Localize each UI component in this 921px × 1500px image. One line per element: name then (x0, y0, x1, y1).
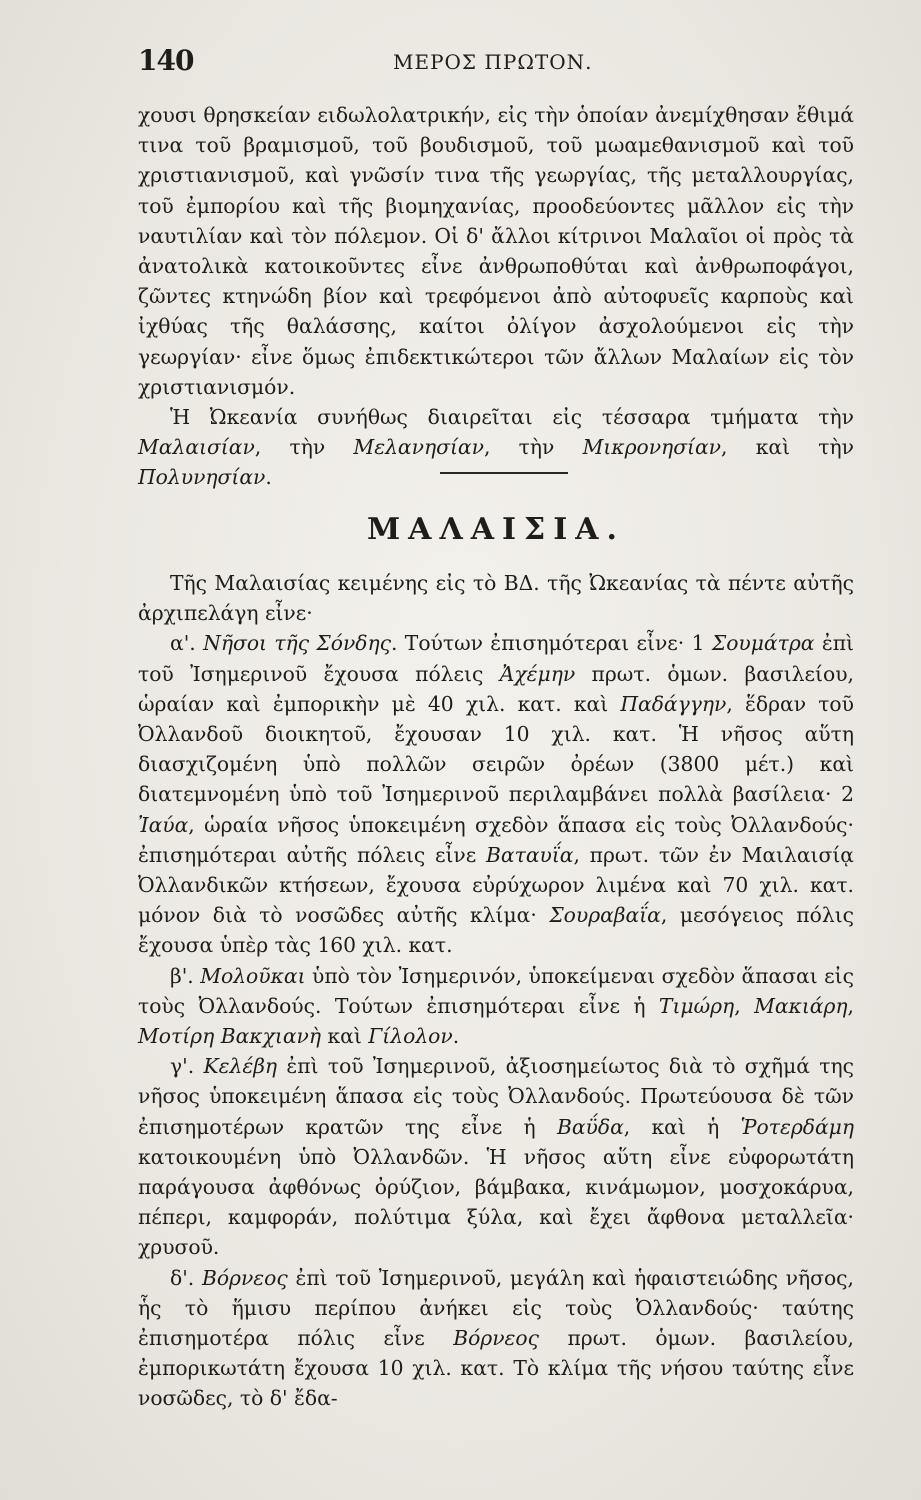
item-b-text-1: ὑπὸ τὸν Ἰσημερινόν, ὑποκείμεναι σχεδὸν ἅπασαι εἰς τοὺς Ὀλλανδούς. Τούτων ἐπισημότεραι εἶνε ἡ (138, 963, 854, 1018)
item-a-text-4: , ἕδραν τοῦ Ὀλλανδοῦ διοικητοῦ, ἔχουσαν 10 χιλ. κατ. Ἡ νῆσος αὕτη διασχιζομένη ὑπὸ πολλῶν σειρῶν ὀρέων (3800 μέτ.) καὶ διατεμνομένη ὑπὸ τοῦ Ἰσημερινοῦ περιλαμβάνει πολλὰ βασίλεια· 2 (138, 691, 854, 807)
item-a-term-1: Νῆσοι τῆς Σόνδης (203, 631, 392, 656)
section-body (138, 568, 854, 1414)
item-c-text-1: ἐπὶ τοῦ Ἰσημερινοῦ, ἀξιοσημείωτος διὰ τὸ σχῆμά της νῆσος ὑποκειμένη ἅπασα εἰς τοὺς Ὀλλανδούς. Πρωτεύουσα δὲ τῶν ἐπισημοτέρων κρατῶν της εἶνε ἡ (138, 1054, 854, 1139)
p2-sep-3: , καὶ τὴν (721, 435, 854, 460)
item-a-term-3: Ἀχέμην (499, 661, 576, 686)
item-c-label: γ'. (170, 1054, 204, 1079)
item-a-term-5: Ἰαύα (138, 812, 189, 837)
term-mikronisia: Μικρονησίαν (582, 435, 722, 460)
term-malaisia: Μαλαισίαν (138, 435, 255, 460)
item-d-term-2: Βόρνεος (453, 1326, 540, 1351)
item-c-term-3: Ῥοτερδάμη (740, 1114, 854, 1139)
item-c-term-2: Βαΰδα (556, 1114, 624, 1139)
p2-sep-2: , τὴν (483, 435, 583, 460)
section-title: ΜΑΛΑΙΣΙΑ. (366, 512, 626, 547)
item-c-text-3: κατοικουμένη ὑπὸ Ὀλλανδῶν. Ἡ νῆσος αὕτη εἶνε εὐφορωτάτη παράγουσα ἀφθόνως ὀρύζιον, βάμβακα, κινάμωμον, μοσχοκάρυα, πέπερι, καμφοράν, πολύτιμα ξύλα, καὶ ἔχει ἄφθονα μεταλλεῖα· χρυσοῦ. (138, 1144, 854, 1260)
item-a-text-3: πρωτ. ὁμων. βασιλείου, ὡραίαν καὶ ἐμπορικὴν μὲ 40 χιλ. κατ. καὶ (138, 661, 854, 716)
page-header (138, 44, 856, 84)
item-b-label: β'. (170, 963, 201, 988)
item-d-label: δ'. (170, 1265, 202, 1290)
section-divider (440, 472, 568, 474)
running-head: ΜΕΡΟΣ ΠΡΩΤΟΝ. (393, 50, 593, 74)
item-c-text-2: , καὶ ἡ (623, 1114, 741, 1139)
item-a-label: α'. (170, 631, 204, 656)
p2-lead: Ἡ Ὠκεανία συνήθως διαιρεῖται εἰς τέσσαρα τμήματα τὴν (170, 405, 854, 430)
intro-text (138, 100, 854, 493)
item-a-text-7: , μεσόγειος πόλις ἔχουσα ὑπὲρ τὰς 160 χιλ. κατ. (138, 903, 854, 958)
item-a (138, 628, 854, 960)
item-d-term-1: Βόρνεος (201, 1265, 288, 1290)
item-d-text-1: ἐπὶ τοῦ Ἰσημερινοῦ, μεγάλη καὶ ἡφαιστειώδης νῆσος, ἧς τὸ ἥμισυ περίπου ἀνήκει εἰς τοὺς Ὀλλανδούς· ταύτης ἐπισημοτέρα πόλις εἶνε (138, 1265, 854, 1351)
item-c-term-1: Κελέβη (203, 1054, 278, 1079)
intro-paragraph-2 (138, 402, 854, 493)
item-b-text-6: . (452, 1024, 460, 1049)
item-b-term-1: Μολοῦκαι (200, 963, 306, 988)
item-a-term-4: Παδάγγην (620, 691, 727, 716)
item-a-text-5: , ὡραία νῆσος ὑποκειμένη σχεδὸν ἅπασα εἰς τοὺς Ὀλλανδούς· ἐπισημότεραι αὐτῆς πόλεις εἶνε (138, 812, 854, 867)
p2-sep-1: , τὴν (254, 435, 354, 460)
item-a-text-6: , πρωτ. τῶν ἐν Μαιλαισίᾳ Ὀλλανδικῶν κτήσεων, ἔχουσα εὐρύχωρον λιμένα καὶ 70 χιλ. κατ. μόνον διὰ τὸ νοσῶδες αὐτῆς κλίμα· (138, 842, 854, 928)
item-b-text-5: καὶ (321, 1024, 369, 1049)
term-polynisia: Πολυνησίαν (138, 465, 266, 490)
item-a-term-6: Βαταυΐα (486, 842, 574, 867)
intro-paragraph-1: χουσι θρησκείαν ειδωλολατρικήν, εἰς τὴν ὁποίαν ἀνεμίχθησαν ἔθιμά τινα τοῦ βραμισμοῦ, τοῦ βουδισμοῦ, τοῦ μωαμεθανισμοῦ καὶ τοῦ χριστιανισμοῦ, καὶ γνῶσίν τινα τῆς γεωργίας, τῆς μεταλλουργίας, τοῦ ἐμπορίου καὶ τῆς βιομηχανίας, προοδεύοντες μᾶλλον εἰς τὴν ναυτιλίαν καὶ τὸν πόλεμον. Οἱ δ' ἄλλοι κίτρινοι Μαλαῖοι οἱ πρὸς τὰ ἀνατολικὰ κατοικοῦντες εἶνε ἀνθρωποθύται καὶ ἀνθρωποφάγοι, ζῶντες κτηνώδη βίον καὶ τρεφόμενοι ἀπὸ αὐτοφυεῖς καρποὺς καὶ ἰχθύας τῆς θαλάσσης, καίτοι ὀλίγον ἀσχολούμενοι εἰς τὴν γεωργίαν· εἶνε ὅμως ἐπιδεκτικώτεροι τῶν ἄλλων Μαλαίων εἰς τὸν χριστιανισμόν. (138, 103, 854, 399)
item-b-term-6: Γίλολον (368, 1024, 453, 1049)
item-b-term-5: Βακχιανὴ (220, 1024, 322, 1049)
item-c (138, 1051, 854, 1262)
item-a-term-7: Σουραβαΐα (549, 903, 661, 928)
item-b-term-4: Μοτίρη (138, 1024, 215, 1049)
item-b-term-3: Μακιάρη (754, 993, 848, 1018)
item-b-text-2: , (734, 993, 755, 1018)
item-a-term-2: Σουμάτρα (711, 631, 815, 656)
item-d (138, 1263, 854, 1414)
item-a-text-2: ἐπὶ τοῦ Ἰσημερινοῦ ἔχουσα πόλεις (138, 631, 854, 686)
term-melanisia: Μελανησίαν (353, 435, 484, 460)
item-d-text-2: πρωτ. ὁμων. βασιλείου, ἐμπορικωτάτη ἔχουσα 10 χιλ. κατ. Τὸ κλίμα τῆς νήσου ταύτης εἶνε νοσῶδες, τὸ δ' ἔδα- (138, 1326, 854, 1411)
p2-end: . (265, 465, 272, 490)
item-a-text-1: . Τούτων ἐπισημότεραι εἶνε· 1 (391, 631, 712, 656)
item-b-text-3: , (847, 993, 854, 1018)
section-intro: Τῆς Μαλαισίας κειμένης εἰς τὸ ΒΔ. τῆς Ὠκεανίας τὰ πέντε αὐτῆς ἀρχιπελάγη εἶνε· (138, 571, 854, 626)
page-number: 140 (138, 44, 194, 77)
item-b (138, 961, 854, 1052)
item-b-term-2: Τιμώρη (658, 993, 735, 1018)
